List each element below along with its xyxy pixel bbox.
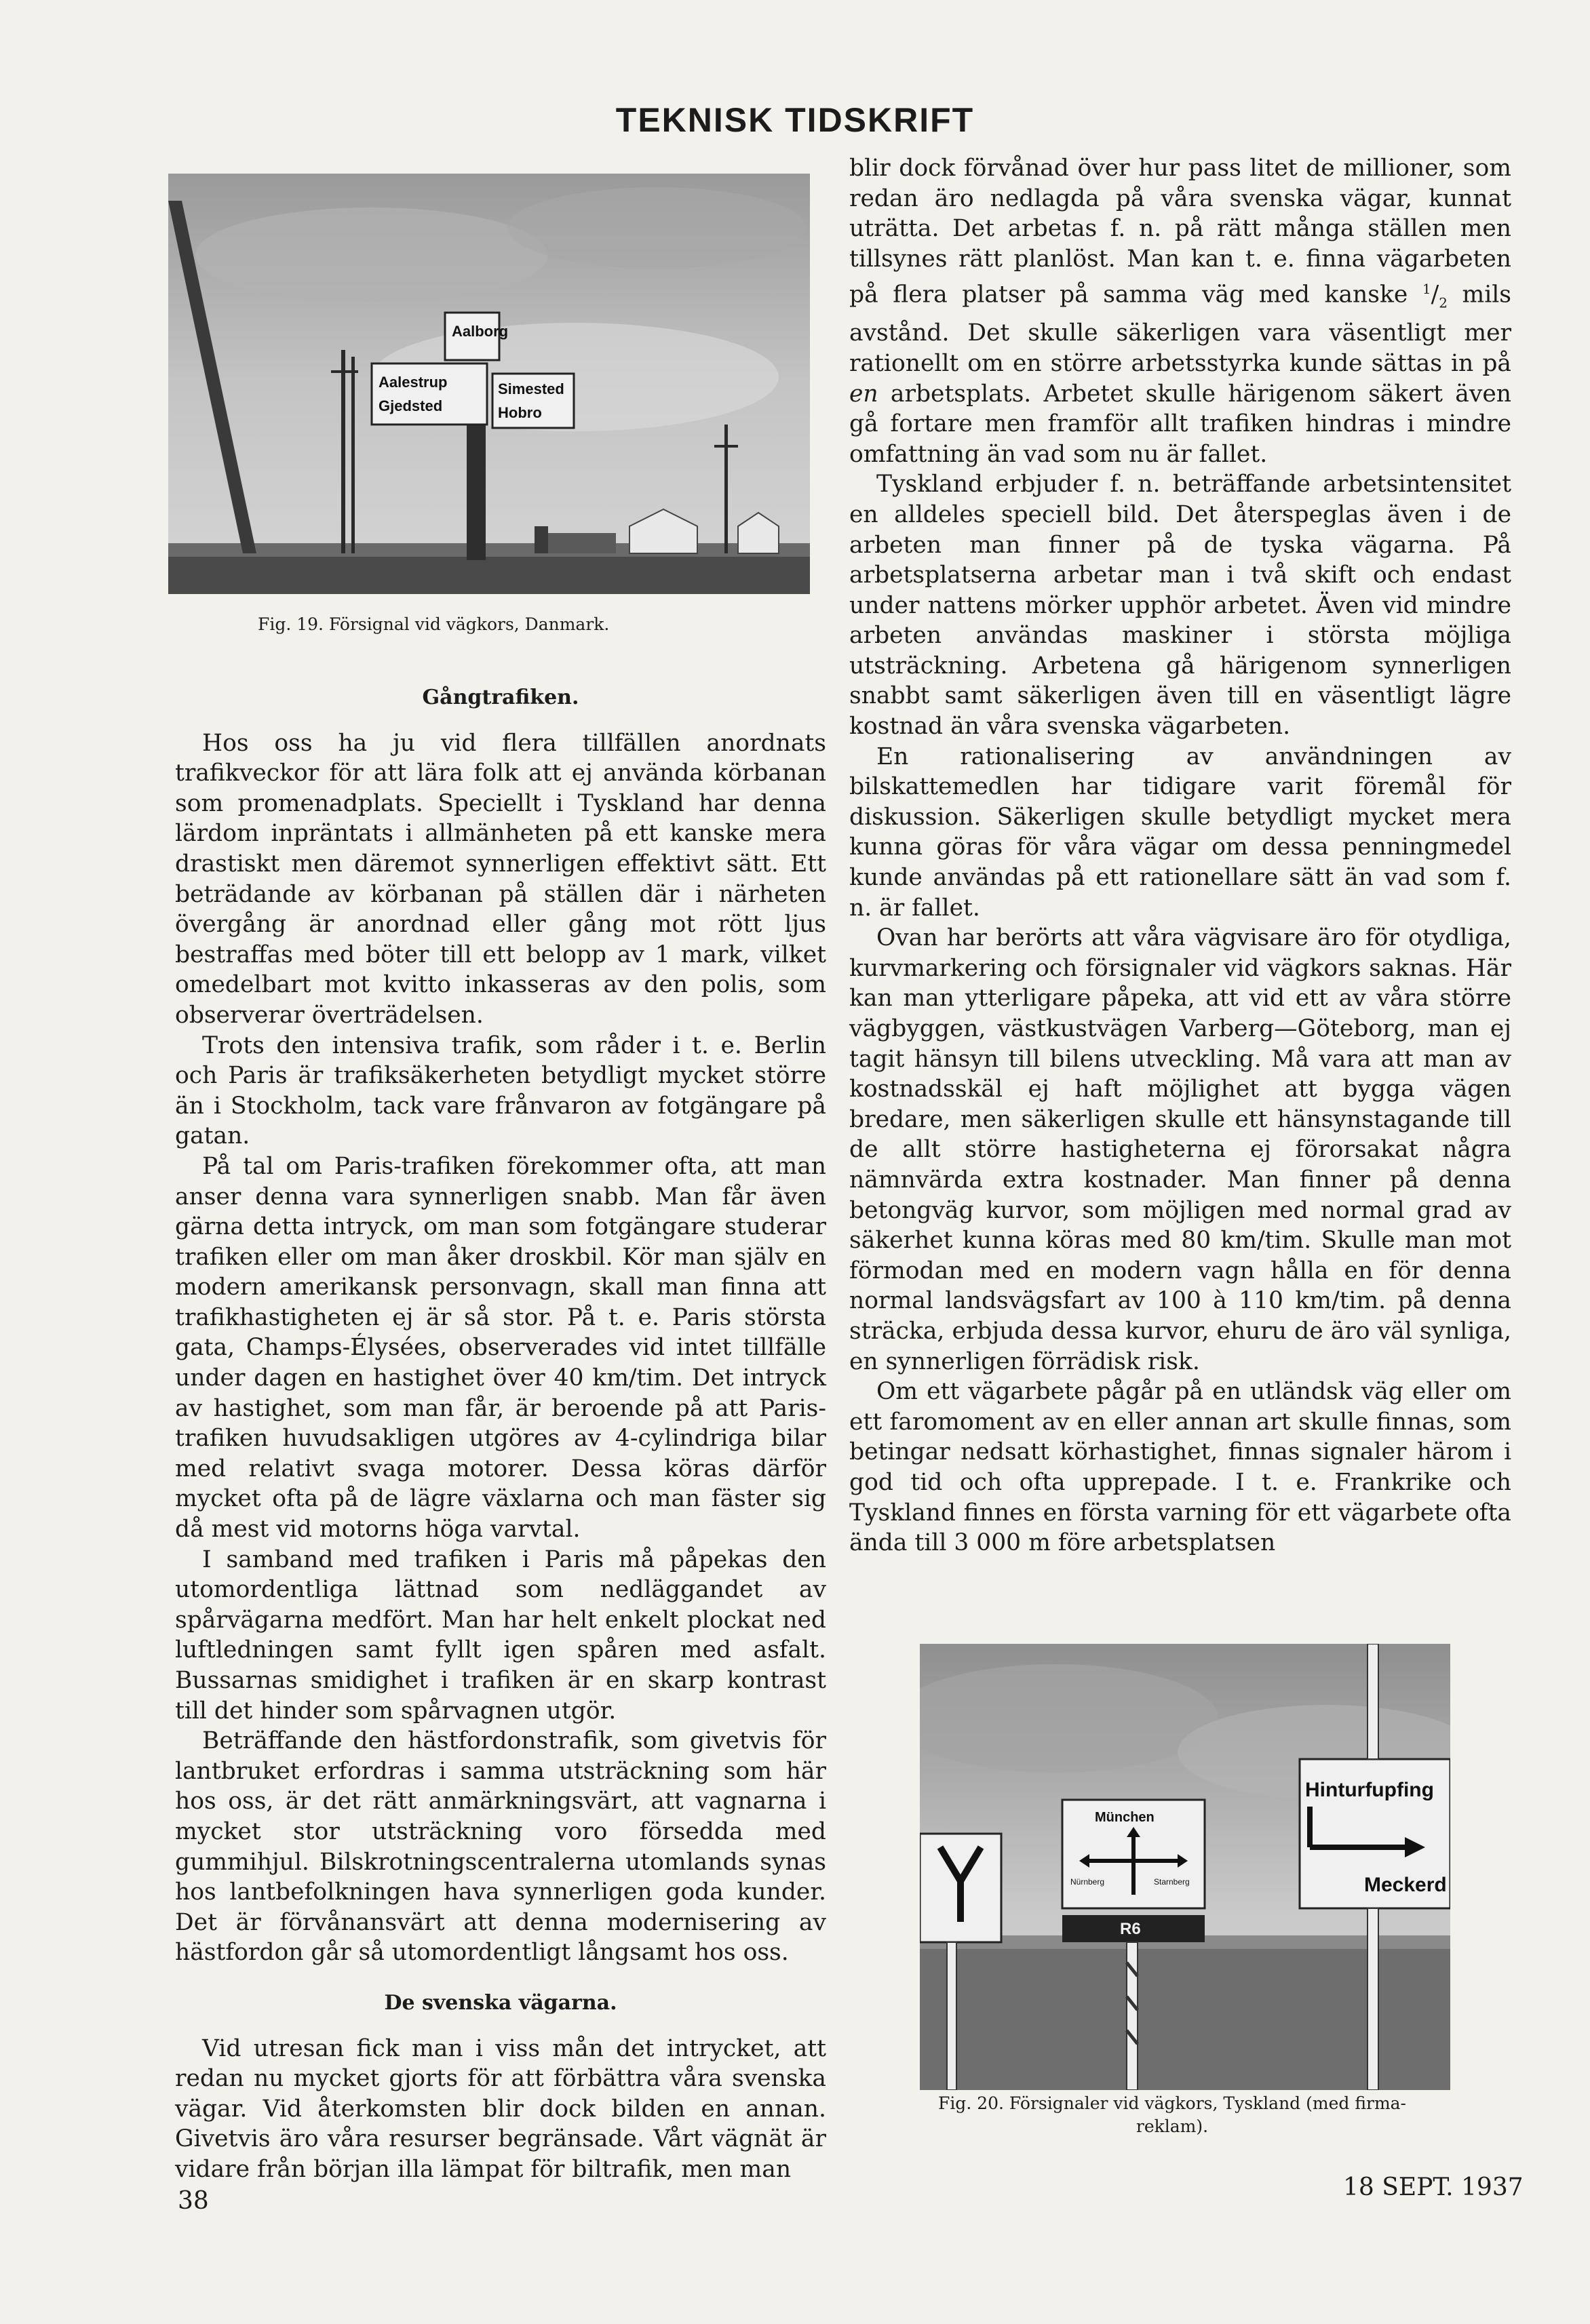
journal-title: TEKNISK TIDSKRIFT bbox=[615, 101, 975, 139]
paragraph: I samband med trafiken i Paris må påpekas den utomordentliga lättnad som nedläggandet av spårvägarna medfört. Man har helt enkelt plockat ned luftledningen samt fyllt igen spåren med asfalt. Bussarnas smidighet i trafiken är en skarp kontrast till det hinder som spårvagnen utgör. bbox=[175, 1545, 826, 1725]
sign-simested: Simested bbox=[498, 380, 564, 397]
figure-20-caption-line2: reklam). bbox=[1136, 2116, 1209, 2136]
sign-nurnberg: Nürnberg bbox=[1070, 1877, 1105, 1887]
paragraph: Om ett vägarbete pågår på en utländsk väg eller om ett faromoment av en eller annan art skulle finnas, som betingar nedsatt körhastighet, finnas signaler härom i god tid och ofta upprepade. I t. e. Frankrike och Tyskland finnes en första varning för ett vägarbete ofta ända till 3 000 m före arbetsplatsen bbox=[849, 1378, 1511, 1557]
sign-starnberg: Starnberg bbox=[1154, 1877, 1190, 1887]
fraction-numerator: 1 bbox=[1422, 281, 1431, 298]
paragraph: blir dock förvånad över hur pass litet de millioner, som redan äro nedlagda på våra svenska vägar, kunnat uträtta. Det arbetas f. n. på rätt många ställen men tillsynes rätt planlöst. Man kan t. e. finna vägarbeten på flera platser på samma väg med kanske $^1/_2$ mils avstånd. Det skulle säkerligen vara väsentligt mer rationellt om en större arbetsstyrka kunde sättas in på en arbetsplats. Arbetet skulle härigenom säkert även gå fortare men framför allt trafiken hindras i mindre omfattning än vad som nu är fallet. bbox=[849, 155, 1511, 468]
figure-20-caption bbox=[866, 2092, 1479, 2138]
section-title-svenska-vagarna: De svenska vägarna. bbox=[384, 1990, 617, 2015]
sign-hobro: Hobro bbox=[498, 404, 542, 421]
sign-aalborg: Aalborg bbox=[452, 323, 509, 340]
emphasis: en bbox=[849, 380, 878, 408]
figure-20-caption-line1: Fig. 20. Försignaler vid vägkors, Tyskland (med firma- bbox=[937, 2093, 1407, 2113]
sign-hinturfupfing: Hinturfupfing bbox=[1305, 1779, 1434, 1801]
paragraph: Tyskland erbjuder f. n. beträffande arbetsintensitet en alldeles speciell bild. Det återspeglas även i de arbeten man finner på de tyska vägarna. På arbetsplatserna arbetar man i två skift och endast under nattens mörker upphör arbetet. Även vid mindre arbeten användas maskiner i största möjliga utsträckning. Arbetena gå härigenom synnerligen snabbt samt säkerligen även till en väsentligt lägre kostnad än våra svenska vägarbeten. bbox=[849, 471, 1511, 741]
sign-munchen: München bbox=[1095, 1810, 1155, 1825]
fraction-denominator: 2 bbox=[1439, 294, 1448, 311]
issue-date: 18 SEPT. 1937 bbox=[1343, 2173, 1524, 2201]
left-column bbox=[175, 668, 826, 2185]
figure-20-photo bbox=[920, 1644, 1450, 2090]
right-column bbox=[849, 153, 1511, 1558]
figure-19-photo bbox=[168, 174, 810, 594]
page-number: 38 bbox=[178, 2187, 209, 2215]
paragraph: Hos oss ha ju vid flera tillfällen anordnats trafikveckor för att lära folk att ej använda körbanan som promenadplats. Speciellt i Tyskland har denna lärdom inpräntats i allmänheten på ett kanske mera drastiskt men däremot synnerligen effektivt sätt. Ett beträdande av körbanan på ställen där i närheten övergång är anordnad eller gång mot rött ljus bestraffas med böter till ett belopp av 1 mark, vilket omedelbart mot kvitto inkasseras av den polis, som observerar överträdelsen. bbox=[175, 729, 826, 1029]
sign-aalestrup: Aalestrup bbox=[379, 374, 448, 391]
paragraph: En rationalisering av användningen av bilskattemedlen har tidigare varit föremål för diskussion. Säkerligen skulle betydligt mycket mera kunna göras för våra vägar om dessa penningmedel kunde användas på ett rationellare sätt än vad som f. n. är fallet. bbox=[849, 743, 1511, 922]
paragraph: På tal om Paris-trafiken förekommer ofta, att man anser denna vara synnerligen snabb. Man får även gärna detta intryck, om man som fotgängare studerar trafiken eller om man åker droskbil. Kör man själv en modern amerikansk personvagn, skall man finna att trafikhastigheten ej är så stor. På t. e. Paris största gata, Champs-Élysées, observerades vid intet tillfälle under dagen en hastighet över 40 km/tim. Det intryck av hastighet, som man får, är beroende på att Paris-trafiken huvudsakligen utgöres av 4-cylindriga bilar med relativt svaga motorer. Dessa köras därför mycket ofta på de lägre växlarna och man fäster sig då mest vid motorns höga varvtal. bbox=[175, 1152, 826, 1543]
section-title-gangtrafiken: Gångtrafiken. bbox=[422, 686, 579, 709]
paragraph: Trots den intensiva trafik, som råder i t. e. Berlin och Paris är trafiksäkerheten betydligt mycket större än i Stockholm, tack vare frånvaron av fotgängare på gatan. bbox=[175, 1031, 826, 1150]
sign-gjedsted: Gjedsted bbox=[379, 397, 443, 414]
paragraph: Ovan har berörts att våra vägvisare äro för otydliga, kurvmarkering och försignaler vid vägkors saknas. Här kan man ytterligare påpeka, att vid ett av våra större vägbyggen, västkustvägen Varberg—Göteborg, man ej tagit hänsyn till bilens utveckling. Må vara att man av kostnadsskäl ej haft möjlighet att bygga vägen bredare, men säkerligen skulle ett hänsynstagande till de allt större hastigheterna ej förorsakat några nämnvärda extra kostnader. Man finner på denna betongväg kurvor, som möjligen med normal grad av säkerhet kunna köras med 80 km/tim. Skulle man mot förmodan med en modern vagn hålla en för denna normal landsvägsfart av 100 à 110 km/tim. på denna sträcka, erbjuda dessa kurvor, ehuru de äro väl synliga, en synnerligen förrädisk risk. bbox=[849, 924, 1511, 1375]
sign-road-r6: R6 bbox=[1120, 1920, 1141, 1938]
sign-meckerd: Meckerd bbox=[1364, 1874, 1447, 1896]
figure-19-caption: Fig. 19. Försignal vid vägkors, Danmark. bbox=[258, 614, 610, 634]
paragraph: Vid utresan fick man i viss mån det intrycket, att redan nu mycket gjorts för att förbättra våra svenska vägar. Vid återkomsten blir dock bilden en annan. Givetvis äro våra resurser begränsade. Vårt vägnät är vidare från början illa lämpat för biltrafik, men man bbox=[175, 2034, 826, 2183]
paragraph: Beträffande den hästfordonstrafik, som givetvis för lantbruket erfordras i samma utsträckning som här hos oss, är det rätt anmärkningsvärt, att vagnarna i mycket stor utsträckning voro försedda med gummihjul. Bilskrotningscentralerna utomlands synas hos lantbefolkningen hava synnerligen goda kunder. Det är förvånansvärt att denna modernisering av hästfordon går så utomordentligt långsamt hos oss. bbox=[175, 1727, 826, 1967]
